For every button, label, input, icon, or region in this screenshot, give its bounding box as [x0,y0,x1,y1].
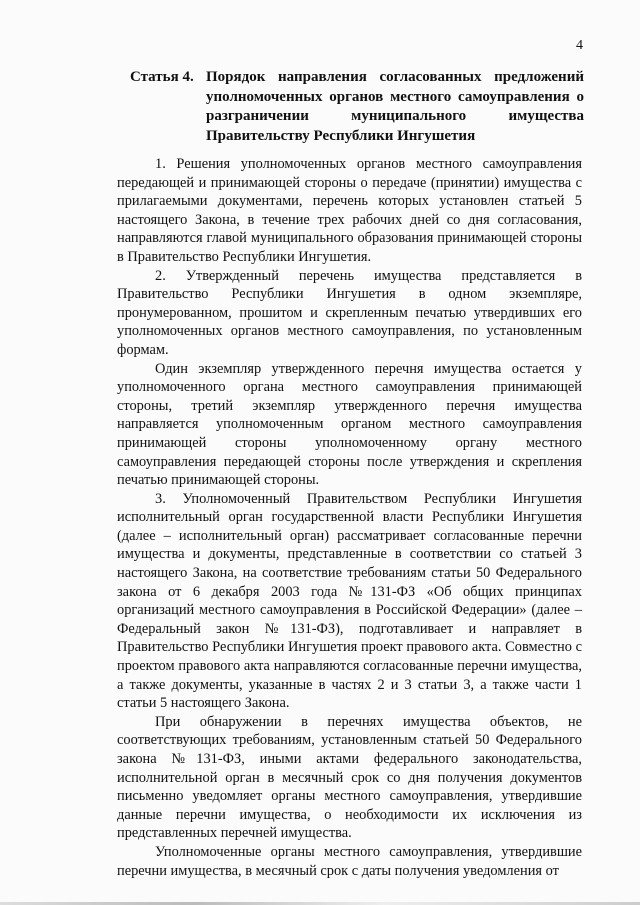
article-heading [130,68,584,146]
paragraph-2: 2. Утвержденный перечень имущества представляется в Правительство Республики Ингушетия в одном экземпляре, пронумерованном, прошитом и скрепленным печатью утвердивших его уполномоченных органов местного самоуправления, по установленным формам. [117,267,582,358]
article-title-line: Порядок направления согласованных предложений [206,69,584,85]
paragraph-3: Один экземпляр утвержденного перечня имущества остается у уполномоченного органа местного самоуправления принимающей стороны, третий экземпляр утвержденного перечня имущества направляется уполномоченным органом местного самоуправления принимающей стороны уполномоченному органу местного самоуправления передающей стороны после утверждения и скрепления печатью принимающей стороны. [117,360,582,489]
article-title-line: уполномоченных органов местного самоуправления о [206,88,584,105]
article-title-line: разграничении муниципального имущества [206,108,584,124]
article-number: Статья 4. [130,69,194,85]
paragraph-4: 3. Уполномоченный Правительством Республики Ингушетия исполнительный орган государственной власти Республики Ингушетия (далее – исполнительный орган) рассматривает согласованные перечни имущества и документы, представленные в соответствии со статьей 3 настоящего Закона, на соответствие требованиям статьи 50 Федерального закона от 6 декабря 2003 года №131-ФЗ «Об общих принципах организаций местного самоуправления в Российской Федерации» (далее – Федеральный закон №131-ФЗ), подготавливает и направляет в Правительство Республики Ингушетия проект правового акта. Совместно с проектом правового акта направляются согласованные перечни имущества, а также документы, указанные в частях 2 и 3 статьи 3, а также части 1 статьи 5 настоящего Закона. [117,490,582,712]
article-title-line: Правительству Республики Ингушетия [206,127,476,144]
paragraph-6: Уполномоченные органы местного самоуправления, утвердившие перечни имущества, в месячный срок с даты получения уведомления от [117,843,582,879]
page-number: 4 [576,38,583,53]
article-body [117,155,582,880]
paragraph-1: 1. Решения уполномоченных органов местного самоуправления передающей и принимающей стороны о передаче (принятии) имущества с прилагаемыми документами, перечень которых установлен статьей 5 настоящего Закона, в течение трех рабочих дней со дня согласования, направляются главой муниципального образования принимающей стороны в Правительство Республики Ингушетия. [117,156,582,265]
paragraph-5: При обнаружении в перечнях имущества объектов, не соответствующих требованиям, установленным статьей 50 Федерального закона №131-ФЗ, иными актами федерального законодательства, исполнительной орган в месячный срок со дня получения документов письменно уведомляет органы местного самоуправления, утвердившие данные перечни имущества, о необходимости их исключения из представленных перечней имущества. [117,713,582,842]
